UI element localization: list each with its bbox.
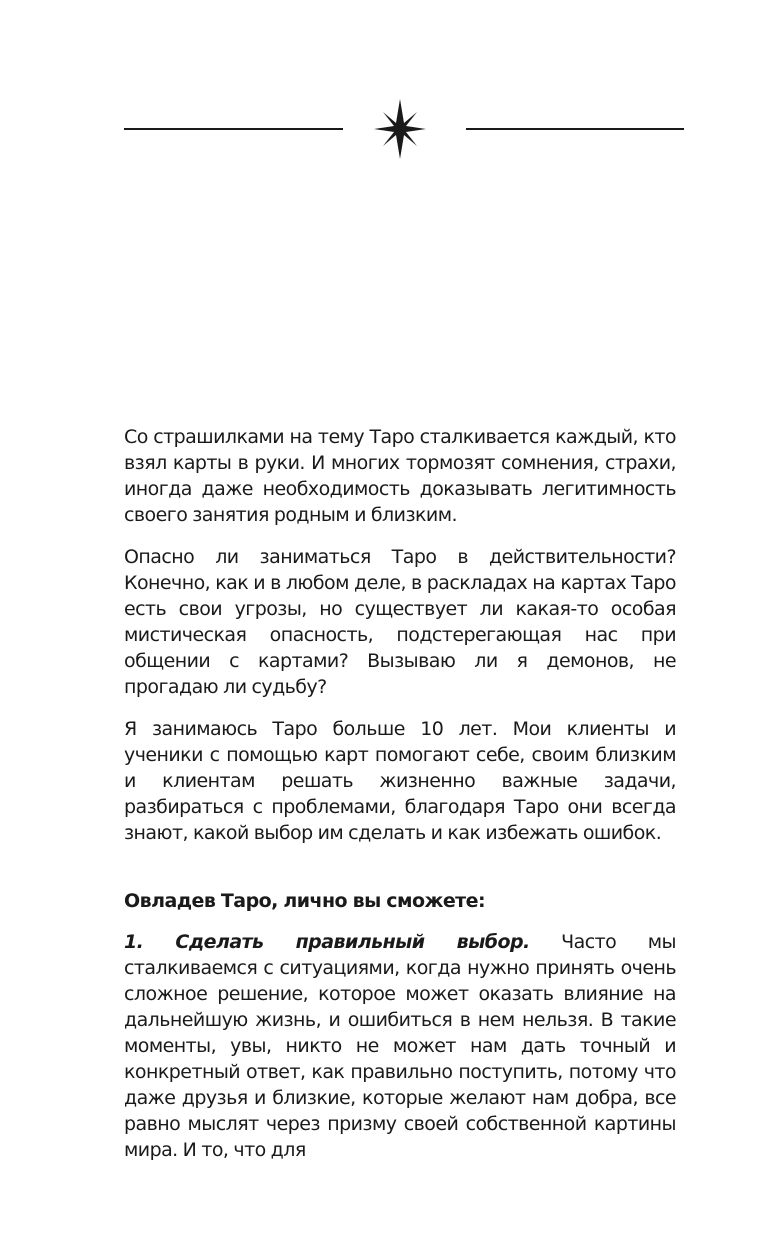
intro-paragraph-3: Я занимаюсь Таро больше 10 лет. Мои клиенты и ученики с помощью карт помогают себе, своим близким и клиентам решать жизненно важные задачи, разбираться с проблемами, благодаря Таро они всегда знают, какой выбор им сделать и как избежать ошибок. [124,718,676,844]
intro-paragraph-1: Со страшилками на тему Таро сталкивается каждый, кто взял карты в руки. И многих тормозят сомнения, страхи, иногда даже необходимость доказывать легитимность своего занятия родным и близким. [124,426,676,526]
eight-point-star-icon [370,99,430,159]
point-title: 1. Сделать правильный выбор. [124,931,530,953]
chapter-ornament [0,0,768,260]
ornament-rule-left [124,128,343,130]
ornament-rule-right [466,128,684,130]
point-text: Часто мы сталкиваемся с ситуациями, когда нужно принять очень сложное решение, которое может оказать влияние на дальнейшую жизнь, и ошибиться в нем нельзя. В такие моменты, увы, никто не может нам дать точный и конкретный ответ, как правильно поступить, потому что даже друзья и близкие, которые желают нам добра, все равно мыслят через призму своей собственной картины мира. И то, что для [124,931,676,1161]
intro-paragraph-2: Опасно ли заниматься Таро в действительности? Конечно, как и в любом деле, в раскладах на картах Таро есть свои угрозы, но существует ли какая-то особая мистическая опасность, подстерегающая нас при общении с картами? Вызываю ли я демонов, не прогадаю ли судьбу? [124,546,676,698]
section-subheading: Овладев Таро, лично вы сможете: [124,890,486,912]
point-paragraph-1 [124,929,676,1163]
page-body [124,424,676,1163]
